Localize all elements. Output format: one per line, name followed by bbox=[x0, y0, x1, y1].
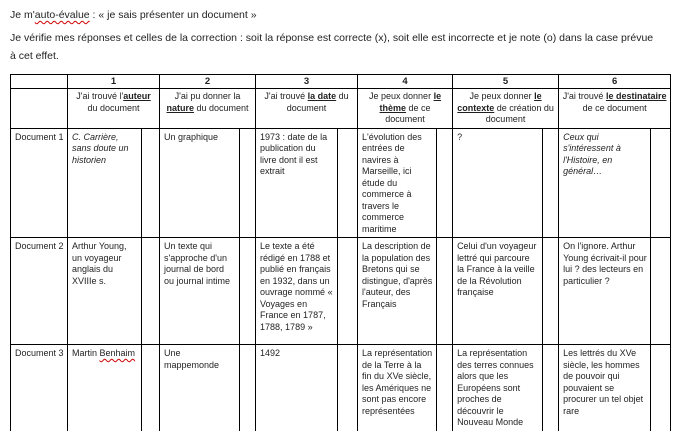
question-keyword: nature bbox=[166, 102, 194, 113]
intro-text: Je vérifie mes réponses et celles de la correction : soit la réponse est correcte (x), soit elle est incorrecte et je note (o) dans la case prévue à cet effet. bbox=[10, 32, 654, 62]
answer-cell-doc3-theme: La représentation de la Terre à la fin du XVe siècle, les Amériques ne sont pas encore représentées bbox=[358, 345, 437, 431]
answer-cell-doc1-nature: Un graphique bbox=[160, 128, 240, 238]
question-post: de ce document bbox=[582, 102, 647, 113]
mark-cell[interactable] bbox=[240, 345, 256, 431]
answer-cell-doc1-destinataire: Ceux qui s'intéressent à l'Histoire, en général… bbox=[559, 128, 651, 238]
mark-cell[interactable] bbox=[240, 128, 256, 238]
corner-cell-bottom bbox=[11, 89, 68, 129]
column-question-destinataire bbox=[559, 89, 671, 129]
column-question-date bbox=[256, 89, 358, 129]
answer-cell-doc1-contexte: ? bbox=[453, 128, 543, 238]
column-number-1: 1 bbox=[68, 75, 160, 89]
column-number-5: 5 bbox=[453, 75, 559, 89]
question-keyword: auteur bbox=[123, 91, 151, 101]
mark-cell[interactable] bbox=[543, 345, 559, 431]
misspelled-word-author: Benhaim bbox=[99, 348, 136, 358]
answer-cell-doc3-nature: Une mappemonde bbox=[160, 345, 240, 431]
mark-cell[interactable] bbox=[437, 345, 453, 431]
column-question-nature bbox=[160, 89, 256, 129]
answer-cell-doc2-nature: Un texte qui s'approche d'un journal de bord ou journal intime bbox=[160, 238, 240, 345]
mark-cell[interactable] bbox=[437, 238, 453, 345]
mark-cell[interactable] bbox=[142, 345, 160, 431]
answer-cell-doc1-author: C. Carrière, sans doute un historien bbox=[68, 128, 142, 238]
question-keyword: le contexte bbox=[457, 91, 542, 113]
answer-cell-doc2-date: Le texte a été rédigé en 1788 et publié en français en 1932, dans un ouvrage nommé « Voyages en France en 1787, 1788, 1789 » bbox=[256, 238, 338, 345]
column-question-theme bbox=[358, 89, 453, 129]
mark-cell[interactable] bbox=[142, 238, 160, 345]
mark-cell[interactable] bbox=[543, 238, 559, 345]
column-number-3: 3 bbox=[256, 75, 358, 89]
question-post: de création du document bbox=[485, 102, 554, 124]
mark-cell[interactable] bbox=[543, 128, 559, 238]
question-pre: J'ai pu donner la bbox=[174, 91, 241, 101]
title-pre: Je m' bbox=[10, 9, 35, 21]
mark-cell[interactable] bbox=[651, 345, 671, 431]
title-post: : « je sais présenter un document » bbox=[89, 9, 257, 21]
answer-cell-doc3-author bbox=[68, 345, 142, 431]
question-pre: J'ai trouvé l' bbox=[76, 91, 124, 101]
doc-label: Document 3 bbox=[11, 345, 68, 431]
author-name-pre: Martin bbox=[72, 348, 100, 358]
answer-cell-doc1-theme: L'évolution des entrées de navires à Marseille, ici étude du commerce à travers le commerce maritime bbox=[358, 128, 437, 238]
doc-label: Document 2 bbox=[11, 238, 68, 345]
mark-cell[interactable] bbox=[651, 128, 671, 238]
mark-cell[interactable] bbox=[338, 128, 358, 238]
answer-cell-doc1-date: 1973 : date de la publication du livre dont il est extrait bbox=[256, 128, 338, 238]
column-question-author bbox=[68, 89, 160, 129]
column-number-2: 2 bbox=[160, 75, 256, 89]
answer-cell-doc2-theme: La description de la population des Bretons qui se distingue, d'après l'auteur, des Français bbox=[358, 238, 437, 345]
mark-cell[interactable] bbox=[651, 238, 671, 345]
evaluation-table bbox=[10, 74, 671, 431]
corner-cell-top bbox=[11, 75, 68, 89]
question-keyword: la date bbox=[307, 91, 337, 101]
question-pre: J'ai trouvé bbox=[264, 91, 308, 101]
page-title bbox=[10, 8, 670, 23]
question-keyword: le destinataire bbox=[605, 91, 667, 101]
column-number-row bbox=[11, 75, 671, 89]
question-keyword: le thème bbox=[379, 91, 442, 113]
column-number-4: 4 bbox=[358, 75, 453, 89]
answer-cell-doc3-destinataire: Les lettrés du XVe siècle, les hommes de pouvoir qui pouvaient se procurer un tel objet rare bbox=[559, 345, 651, 431]
misspelled-word-title: auto-évalue bbox=[34, 9, 90, 21]
column-question-row bbox=[11, 89, 671, 129]
question-post: du document bbox=[286, 91, 349, 113]
answer-cell-doc2-author: Arthur Young, un voyageur anglais du XVIIIe s. bbox=[68, 238, 142, 345]
mark-cell[interactable] bbox=[437, 128, 453, 238]
mark-cell[interactable] bbox=[142, 128, 160, 238]
mark-cell[interactable] bbox=[338, 345, 358, 431]
answer-cell-doc3-date: 1492 bbox=[256, 345, 338, 431]
answer-cell-doc2-contexte: Celui d'un voyageur lettré qui parcoure la France à la veille de la Révolution française bbox=[453, 238, 543, 345]
question-pre: Je peux donner bbox=[369, 91, 434, 101]
column-number-6: 6 bbox=[559, 75, 671, 89]
question-pre: Je peux donner bbox=[469, 91, 535, 101]
question-pre: J'ai trouvé bbox=[562, 91, 606, 101]
column-question-contexte bbox=[453, 89, 559, 129]
table-row-document-2 bbox=[11, 238, 671, 345]
answer-cell-doc2-destinataire: On l'ignore. Arthur Young écrivait-il pour lui ? des lecteurs en particulier ? bbox=[559, 238, 651, 345]
table-row-document-3 bbox=[11, 345, 671, 431]
doc-label: Document 1 bbox=[11, 128, 68, 238]
question-post: du document bbox=[194, 102, 249, 113]
question-post: du document bbox=[87, 102, 140, 113]
table-row-document-1 bbox=[11, 128, 671, 238]
mark-cell[interactable] bbox=[338, 238, 358, 345]
question-post: de ce document bbox=[385, 102, 431, 124]
mark-cell[interactable] bbox=[240, 238, 256, 345]
answer-cell-doc3-contexte: La représentation des terres connues alors que les Européens sont proches de découvrir le Nouveau Monde bbox=[453, 345, 543, 431]
